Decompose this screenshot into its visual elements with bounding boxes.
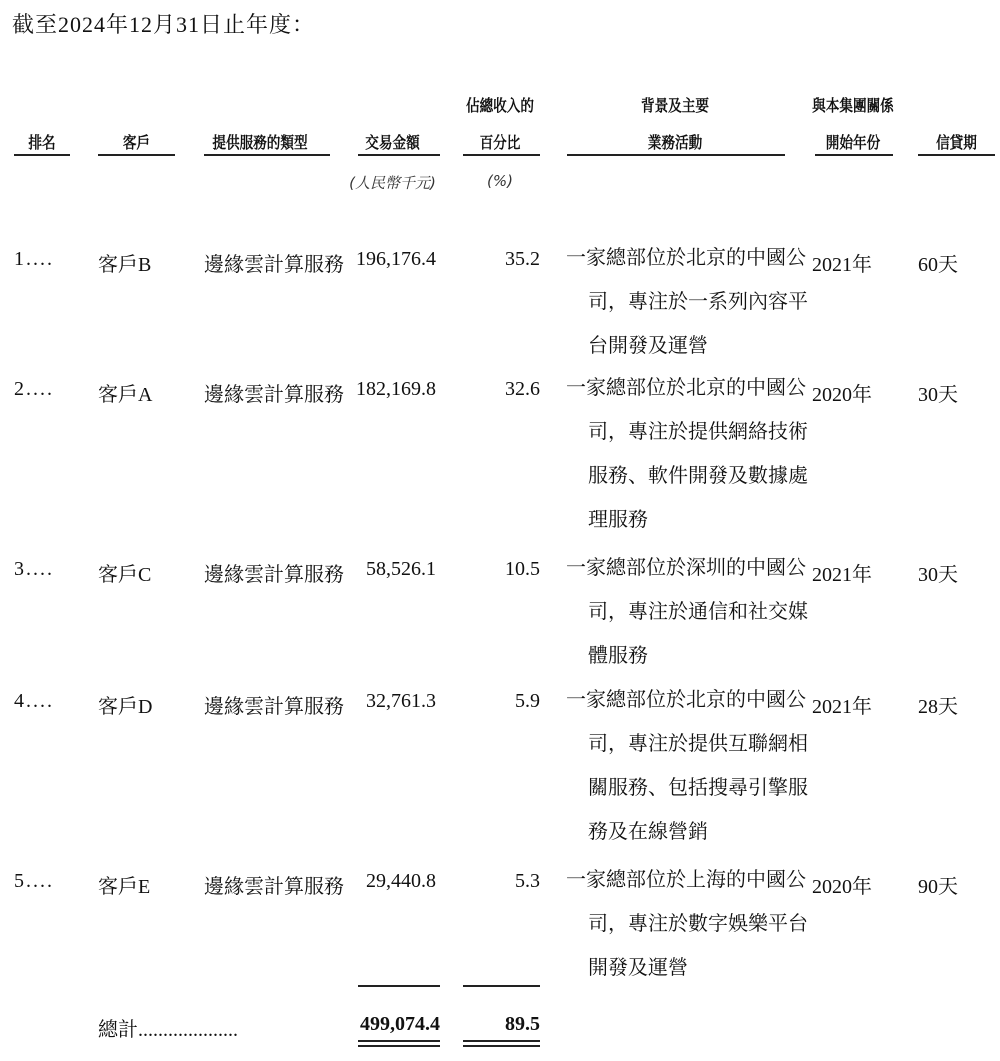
background-line: 一家總部位於上海的中國公 — [566, 869, 806, 891]
background-line: 開發及運營 — [588, 957, 688, 979]
credit-period: 30天 — [918, 384, 958, 406]
header-underline — [358, 154, 440, 156]
transaction-amount: 196,176.4 — [356, 248, 436, 270]
service-type: 邊緣雲計算服務 — [204, 254, 344, 276]
header-underline — [463, 154, 540, 156]
header-underline — [204, 154, 330, 156]
header-customer: 客戶 — [122, 133, 151, 152]
rank: 4.... — [14, 690, 54, 712]
revenue-percent: 5.9 — [515, 690, 540, 712]
header-underline — [918, 154, 995, 156]
header-percent-2: 百分比 — [479, 133, 521, 152]
percent-unit: (%) — [487, 172, 513, 190]
rank: 3.... — [14, 558, 54, 580]
business-background — [566, 870, 808, 1002]
service-type: 邊緣雲計算服務 — [204, 564, 344, 586]
service-type: 邊緣雲計算服務 — [204, 384, 344, 406]
business-background — [566, 690, 808, 866]
rank: 2.... — [14, 378, 54, 400]
revenue-percent: 35.2 — [505, 248, 540, 270]
background-line: 理服務 — [588, 509, 648, 531]
header-background-1: 背景及主要 — [640, 96, 709, 115]
rank: 5.... — [14, 870, 54, 892]
relationship-start-year: 2020年 — [812, 876, 872, 898]
total-amount: 499,074.4 — [360, 1013, 440, 1035]
transaction-amount: 58,526.1 — [366, 558, 436, 580]
header-underline — [14, 154, 70, 156]
total-label: 總計.................... — [98, 1019, 238, 1041]
subtotal-line — [358, 985, 440, 987]
service-type: 邊緣雲計算服務 — [204, 876, 344, 898]
background-line: 服務、軟件開發及數據處 — [588, 465, 808, 487]
double-underline — [463, 1045, 540, 1047]
relationship-start-year: 2021年 — [812, 696, 872, 718]
service-type: 邊緣雲計算服務 — [204, 696, 344, 718]
revenue-percent: 5.3 — [515, 870, 540, 892]
relationship-start-year: 2021年 — [812, 254, 872, 276]
transaction-amount: 32,761.3 — [366, 690, 436, 712]
transaction-amount: 182,169.8 — [356, 378, 436, 400]
business-background — [566, 378, 808, 554]
background-line: 台開發及運營 — [588, 335, 708, 357]
header-underline — [815, 154, 893, 156]
header-underline — [98, 154, 175, 156]
background-line: 一家總部位於北京的中國公 — [566, 247, 806, 269]
section-title: 截至2024年12月31日止年度： — [12, 12, 316, 37]
background-line: 司，專注於通信和社交媒 — [588, 601, 808, 623]
rank: 1.... — [14, 248, 54, 270]
header-percent-1: 佔總收入的 — [465, 96, 534, 115]
header-amount: 交易金額 — [365, 133, 420, 152]
revenue-percent: 10.5 — [505, 558, 540, 580]
amount-unit: (人民幣千元) — [349, 174, 436, 192]
relationship-start-year: 2021年 — [812, 564, 872, 586]
relationship-start-year: 2020年 — [812, 384, 872, 406]
header-credit: 信貸期 — [936, 133, 977, 152]
header-underline — [567, 154, 785, 156]
customer-name: 客戶D — [98, 696, 153, 718]
subtotal-line — [463, 985, 540, 987]
double-underline — [358, 1040, 440, 1042]
customer-name: 客戶C — [98, 564, 152, 586]
transaction-amount: 29,440.8 — [366, 870, 436, 892]
customer-name: 客戶A — [98, 384, 153, 406]
business-background — [566, 558, 808, 690]
customer-name: 客戶B — [98, 254, 152, 276]
background-line: 一家總部位於北京的中國公 — [566, 689, 806, 711]
background-line: 體服務 — [588, 645, 648, 667]
business-background — [566, 248, 808, 380]
total-percent: 89.5 — [505, 1013, 540, 1035]
customer-name: 客戶E — [98, 876, 151, 898]
double-underline — [358, 1045, 440, 1047]
header-background-2: 業務活動 — [647, 133, 703, 152]
credit-period: 90天 — [918, 876, 958, 898]
header-service-type: 提供服務的類型 — [212, 133, 308, 152]
header-since-1: 與本集團關係 — [812, 96, 894, 115]
background-line: 一家總部位於深圳的中國公 — [566, 557, 806, 579]
revenue-percent: 32.6 — [505, 378, 540, 400]
background-line: 司，專注於一系列內容平 — [588, 291, 808, 313]
credit-period: 30天 — [918, 564, 958, 586]
background-line: 一家總部位於北京的中國公 — [566, 377, 806, 399]
background-line: 務及在線營銷 — [588, 821, 708, 843]
header-since-2: 開始年份 — [825, 133, 881, 152]
credit-period: 60天 — [918, 254, 958, 276]
credit-period: 28天 — [918, 696, 958, 718]
background-line: 司，專注於提供網絡技術 — [588, 421, 808, 443]
background-line: 司，專注於數字娛樂平台 — [588, 913, 808, 935]
header-rank: 排名 — [28, 133, 56, 152]
double-underline — [463, 1040, 540, 1042]
background-line: 關服務、包括搜尋引擎服 — [588, 777, 808, 799]
background-line: 司，專注於提供互聯網相 — [588, 733, 808, 755]
